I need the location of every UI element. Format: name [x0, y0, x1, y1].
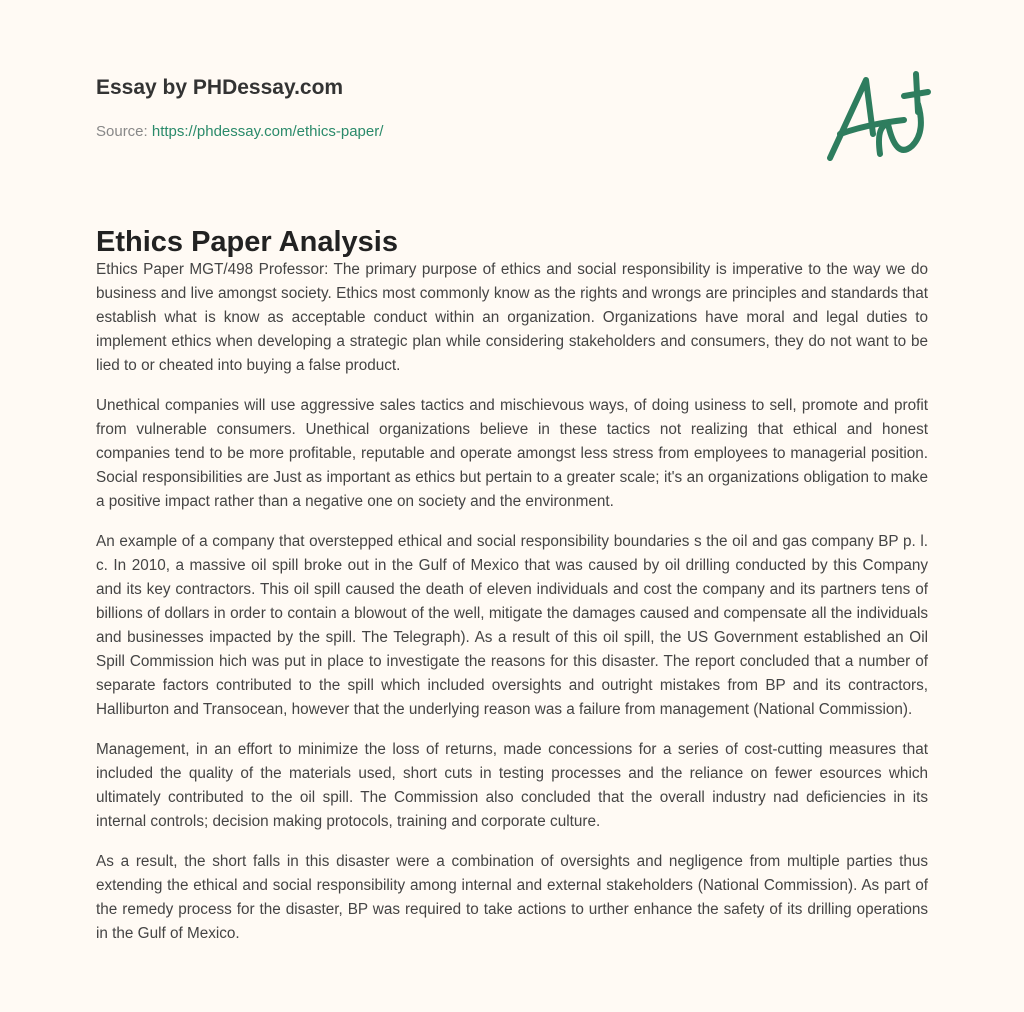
paragraph: An example of a company that overstepped ethical and social responsibility boundaries s the oil and gas company BP p. l. c. In 2010, a massive oil spill broke out in the Gulf of Mexico that was caused by oil drilling conducted by this Company and its key contractors. This oil spill caused the death of eleven individuals and cost the company and its partners tens of billions of dollars in order to contain a blowout of the well, mitigate the damages caused and compensate all the individuals and businesses impacted by the spill. The Telegraph). As a result of this oil spill, the US Government established an Oil Spill Commission hich was put in place to investigate the reasons for this disaster. The report concluded that a number of separate factors contributed to the spill which included oversights and outright mistakes from BP and its contractors, Halliburton and Transocean, however that the underlying reason was a failure from management (National Commission). — [96, 533, 928, 718]
paragraph: As a result, the short falls in this disaster were a combination of oversights and negligence from multiple parties thus extending the ethical and social responsibility among internal and external stakeholders (National Commission). As part of the remedy process for the disaster, BP was required to take actions to urther enhance the safety of its drilling operations in the Gulf of Mexico. — [96, 853, 928, 942]
paragraph: Management, in an effort to minimize the loss of returns, made concessions for a series of cost-cutting measures that included the quality of the materials used, short cuts in testing processes and the reliance on fewer esources which ultimately contributed to the oil spill. The Commission also concluded that the overall industry nad deficiencies in its internal controls; decision making protocols, training and corporate culture. — [96, 741, 928, 830]
paragraph: Ethics Paper MGT/498 Professor: The primary purpose of ethics and social responsibility is imperative to the way we do business and live amongst society. Ethics most commonly know as the rights and wrongs are principles and standards that establish what is know as acceptable conduct within an organization. Organizations have moral and legal duties to implement ethics when developing a strategic plan while considering stakeholders and consumers, they do not want to be lied to or cheated into buying a false product. — [96, 261, 928, 374]
article-title: Ethics Paper Analysis — [96, 226, 398, 258]
article-body — [96, 258, 928, 962]
source-link[interactable]: https://phdessay.com/ethics-paper/ — [151, 123, 384, 140]
a-plus-logo-icon — [818, 66, 934, 166]
source-label: Source: — [96, 123, 148, 140]
source-line — [96, 123, 383, 140]
paragraph: Unethical companies will use aggressive sales tactics and mischievous ways, of doing usiness to sell, promote and profit from vulnerable consumers. Unethical organizations believe in these tactics not realizing that ethical and honest companies tend to be more profitable, reputable and operate amongst less stress from employees to managerial position. Social responsibilities are Just as important as ethics but pertain to a greater scale; it's an organizations obligation to make a positive impact rather than a negative one on society and the environment. — [96, 397, 928, 510]
site-title: Essay by PHDessay.com — [96, 76, 344, 99]
